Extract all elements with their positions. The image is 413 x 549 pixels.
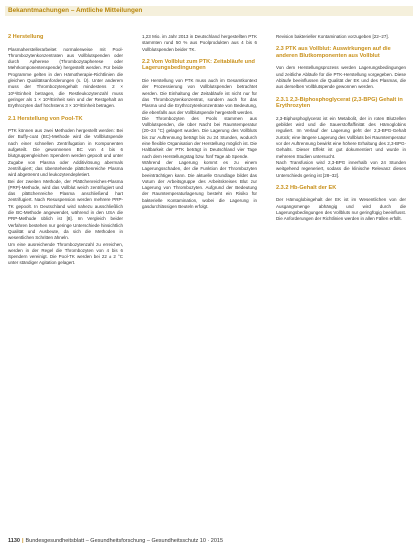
section-heading: 2.1 Herstellung von Pool-TK	[8, 115, 83, 122]
paragraph: Nach Transfusion wird 2,3-BPG innerhalb von 24 Stunden weitgehend regeneriert, sodass die klinische Relevanz dieses Unterschieds gering ist [28–32].	[276, 159, 406, 178]
paragraph: Die Thrombozyten des Pools stammen aus Vollblutspenden, die über Nacht bei Raumtemperatur (20–24 °C) gelagert wurden. Die Lagerung des Vollbluts bis zur Auftrennung beträgt bis zu 24 Stunden, wodurch eine flexible Organisation der Herstellung möglich ist. Die Haltbarkeit der PTK beträgt in Deutschland vier Tage nach dem Herstellungstag bzw. fünf Tage ab Spende.	[142, 115, 257, 159]
paragraph: Die Herstellung von PTK muss auch im Gesamtkontext der Prozessierung von Vollblutspenden betrachtet werden. Die Einhaltung der Zeitabläufe ist nicht nur für das Thrombozytenkonzentrat, sondern auch für das Plasma und die Erythrozytenkonzentrate von Bedeutung, die ebenfalls aus der Vollblutspende hergestellt werden.	[142, 78, 257, 115]
column-3	[276, 34, 406, 223]
paragraph: PTK können aus zwei Methoden hergestellt werden: Bei der Buffy-coat (BC)-Methode wird die Vollblutspende nach einer schnellen Zentrifugation in Komponenten aufgeteilt. Die gewonnenen BC von 4 bis 6 blutgruppengleichen Spendern werden gepoolt und unter Zugabe von Plasma oder Additivlösung abermals zentrifugiert; das überstehende plättchenreiche Plasma wird abgetrennt und leukozytendepletiert.	[8, 128, 123, 178]
section-heading: 2 Herstellung	[8, 34, 44, 40]
paragraph: Während der Lagerung kommt es zu einem Lagerungsschaden, der die Funktion der Thrombozyten beeinträchtigen kann. Die aktuelle Grundlage bildet das Votum der Arbeitsgruppe des Arbeitskreises Blut zur Lagerung von Thrombozyten. Aufgrund der Bedeutung der Raumtemperaturlagerung besteht ein Risiko für bakterielle Kontamination, wobei die Lagerung in gasdurchlässigen Beuteln erfolgt.	[142, 159, 257, 210]
paragraph: Von dem Herstellungsprozess werden Lagerungsbedingungen und zeitliche Abläufe für die PTK-Herstellung vorgegeben. Diese Abläufe beeinflussen die Qualität der EK und des Plasmas, die aus derselben Vollblutspende gewonnen werden.	[276, 65, 406, 90]
paragraph: Revision bakterieller Kontamination vorzugeben [22–27].	[276, 34, 389, 39]
paragraph: Der Hämoglobingehalt der EK ist im Wesentlichen von der Ausgangsmenge abhängig und wird durch die Lagerungsbedingungen des Vollbluts nur geringfügig beeinflusst. Die Anforderungen der Richtlinien werden in allen Fällen erfüllt.	[276, 197, 406, 222]
journal-citation: Bundesgesundheitsblatt – Gesundheitsforschung – Gesundheitsschutz 10 · 2015	[25, 538, 224, 544]
page-number: 1130	[8, 538, 20, 544]
running-header: Bekanntmachungen – Amtliche Mitteilungen	[8, 7, 143, 14]
paragraph: 2,3-Biphosphoglycerat ist ein Metabolit, der in roten Blutzellen gebildet wird und die Sauerstoffaffinität des Hämoglobins reguliert. Im Verlauf der Lagerung geht der 2,3-BPG-Gehalt zurück; eine längere Lagerung des Vollbluts bei Raumtemperatur vor der Auftrennung bewirkt eine höhere Erhaltung des 2,3-BPG-Gehalts. Dieser Effekt ist gut dokumentiert und wurde in mehreren Studien untersucht.	[276, 115, 406, 159]
paragraph: Um eine ausreichende Thrombozytenzahl zu erreichen, werden in der Regel die Thrombozyten von 4 bis 6 Spendern vereinigt. Die Pool-TK werden bei 22 ± 2 °C unter ständiger Agitation gelagert.	[8, 241, 123, 266]
page-footer	[8, 538, 223, 544]
section-heading: 2.3 PTK aus Vollblut: Auswirkungen auf die anderen Blutkomponenten aus Vollblut	[276, 46, 391, 59]
section-heading: 2.2 Vom Vollblut zum PTK: Zeitabläufe und Lagerungsbedingungen	[142, 58, 255, 72]
section-heading: 2.3.1 2,3-Biphosphoglycerat (2,3-BPG) Gehalt in Erythrozyten	[276, 96, 403, 110]
column-1	[8, 34, 123, 267]
section-heading: 2.3.2 Hb-Gehalt der EK	[276, 184, 337, 191]
footer-separator: |	[21, 538, 24, 544]
paragraph: 1,23 Mio. im Jahr 2013 in Deutschland hergestellten PTK stammten rund 50 % aus Poolprodukten aus 4 bis 6 Vollblutspenden beider TK.	[142, 34, 257, 52]
paragraph: Plasmaherstellerarbeitet normalerweise mit Pool-Thrombozytenkonzentraten aus Vollblutspenden oder durch Apherese (Thrombozytapherese oder Mehrkomponentenspende) hergestellt werden. Für beide Programme gelten in den Hämotherapie-Richtlinien die gleichen Qualitätsanforderungen (s. Ü). Unter anderem muss der Thrombozytengehalt mindestens 2 × 10¹¹/Einheit betragen, die Restleukozytenzahl muss geringer als 1 × 10⁶/Einheit sein und der Restgehalt an Erythrozyten darf höchstens 3 × 10⁹/Einheit betragen.	[8, 46, 123, 109]
column-2	[142, 34, 257, 210]
paragraph: Bei der zweiten Methode, der Plättchenreiches-Plasma (PRP)-Methode, wird das Vollblut weich zentrifugiert und das plättchenreiche Plasma anschließend hart zentrifugiert. Nach Resuspension werden mehrere PRP-TK gepoolt. In Deutschland wird nahezu ausschließlich die BC-Methode angewendet, während in den USA die PRP-Methode üblich ist [8]. Im Vergleich beider Verfahren bestehen nur geringe Unterschiede hinsichtlich Qualität und Ausbeute, da sich die Methoden in wesentlichen Schritten ähneln.	[8, 178, 123, 241]
